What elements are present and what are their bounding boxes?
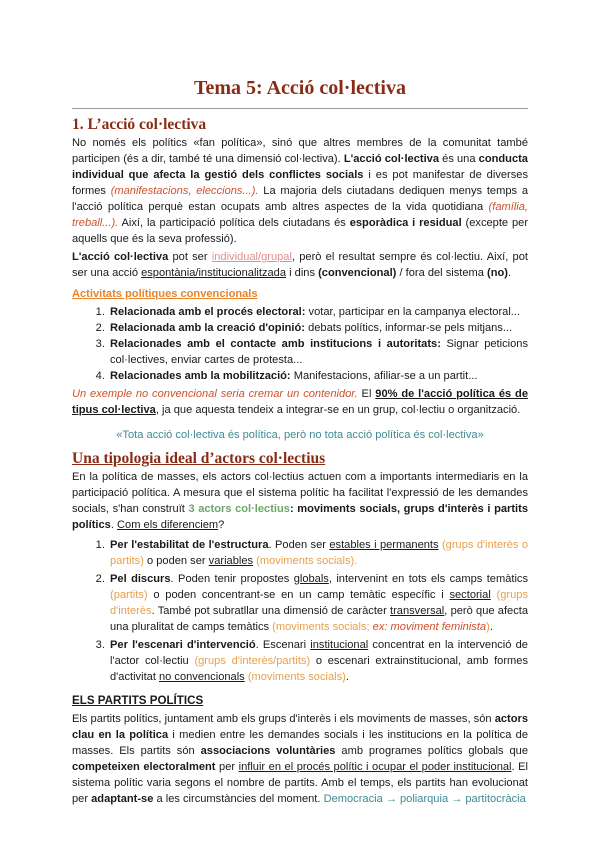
text-run: . Poden tenir propostes	[170, 573, 294, 585]
text-run: actors clau en la política	[72, 713, 528, 741]
text-run: individual/grupal	[211, 251, 292, 263]
text-run: No només els polítics «fan política», sinó que altres membres de la comunitat també participen (és a dir, també té una dimensió col·lectiva).	[72, 137, 528, 165]
text-run: . El sistema polític varia segons el nombre de partits. Amb el temps, els partits han evolucionat per	[72, 761, 529, 805]
text-run: 90% de l'acció política és de tipus col·lectiva	[72, 388, 529, 416]
text-run: Pel discurs	[110, 573, 171, 585]
text-run: influir en el procés polític i ocupar el poder institucional	[238, 761, 512, 773]
text-run: (grups d'interès	[110, 589, 528, 617]
text-run: (grups d'interès o partits)	[110, 539, 528, 567]
text-run: o escenari extrainstitucional, amb formes d'activitat	[110, 655, 528, 683]
text-run: L'acció col·lectiva	[343, 153, 440, 165]
text-run: amb programes polítics globals que	[335, 745, 529, 757]
paragraph-exemple	[72, 386, 528, 418]
text-run: i dins	[286, 267, 319, 279]
text-run: . Escenari	[255, 639, 311, 651]
text-run: La majoria dels ciutadans dediquen menys temps a l'acció política perquè estan ocupats amb altres aspectes de la vida quotidiana	[72, 185, 528, 213]
paragraph-tipologia-intro	[72, 469, 528, 533]
title-divider	[72, 108, 528, 109]
text-run: (partits)	[110, 589, 148, 601]
text-run: .	[110, 519, 118, 531]
text-run: En la política de masses, els actors col·lectius actuen com a importants intermediaris en la participació política. A mesura que el sistema polític ha facilitat l'expressió de les demandes socials, s'han construït	[72, 471, 528, 515]
list-item	[108, 304, 528, 320]
text-run: , però el resultat sempre és col·lectiu. Així, pot ser una acció	[72, 251, 528, 279]
text-run: , ja que aquesta tendeix a integrar-se en un grup, col·lectiu o organització.	[155, 404, 521, 416]
text-run: Per l'escenari d'intervenció	[110, 639, 256, 651]
paragraph-accio-intro	[72, 135, 528, 247]
text-run: pot ser	[168, 251, 212, 263]
text-run: , però que afecta una pluralitat de camps temàtics	[110, 605, 528, 633]
text-run: (família, treball...).	[72, 201, 528, 229]
document-title: Tema 5: Acció col·lectiva	[194, 77, 406, 99]
quote: «Tota acció col·lectiva és política, però no tota acció política és col·lectiva»	[116, 429, 484, 441]
text-run: 3 actors col·lectius	[188, 503, 290, 515]
subheading-activitats-convencionals: Activitats polítiques convencionals	[72, 288, 258, 300]
text-run: (no)	[487, 267, 508, 279]
text-run: i medien entre les demandes socials i les institucions en la política de masses. Els partits són	[72, 729, 528, 757]
text-run: . Poden ser	[268, 539, 330, 551]
text-run: a les circumstàncies del moment.	[153, 793, 324, 805]
text-run: .	[345, 671, 349, 683]
text-run: .	[489, 621, 493, 633]
text-run: no convencionals	[158, 671, 245, 683]
text-run: o poden concentrant-se en un camp temàtic específic i	[147, 589, 450, 601]
text-run: competeixen electoralment	[72, 761, 216, 773]
text-run: : moviments socials, grups d'interès i partits polítics	[72, 503, 528, 531]
text-run: associacions voluntàries	[200, 745, 336, 757]
text-run: variables	[208, 555, 254, 567]
text-run: Relacionada amb el procés electoral:	[110, 306, 306, 318]
text-run: (excepte per aquells que és la seva professió).	[72, 217, 529, 245]
section-heading-partits: ELS PARTITS POLÍTICS	[72, 694, 204, 707]
list-item	[108, 537, 528, 569]
text-run: conducta individual que afecta la gestió dels conflictes socials	[72, 153, 528, 181]
activities-list	[72, 304, 528, 384]
text-run: .	[507, 267, 512, 279]
text-run: espontània/institucionalitzada	[141, 267, 287, 279]
text-run: estables i permanents	[329, 539, 439, 551]
text-run: Relacionades amb la mobilització:	[110, 370, 291, 382]
text-run: (manifestacions, eleccions...).	[110, 185, 259, 197]
text-run: . També pot subratllar una dimensió de caràcter	[151, 605, 391, 617]
text-run: concentrat en la intervenció de l'actor col·lectiu	[110, 639, 528, 667]
differences-list	[72, 537, 528, 685]
text-run: ?	[218, 519, 225, 531]
text-run: )	[486, 621, 490, 633]
text-run: L'acció col·lectiva	[72, 251, 169, 263]
text-run: Un exemple no convencional seria cremar un contenidor.	[72, 388, 358, 400]
text-run: Com els diferenciem	[117, 519, 219, 531]
text-run: Democracia → poliarquia → partitocràcia	[323, 793, 526, 805]
list-item	[108, 320, 528, 336]
text-run: esporàdica i residual	[349, 217, 462, 229]
text-run: globals	[293, 573, 329, 585]
text-run: institucional	[310, 639, 369, 651]
text-run: adaptant-se	[91, 793, 154, 805]
text-run: sectorial	[449, 589, 491, 601]
text-run: (grups d'interès/partits)	[194, 655, 311, 667]
text-run: o poden ser	[143, 555, 209, 567]
text-run: és una	[439, 153, 479, 165]
text-run: Els partits polítics, juntament amb els grups d'interès i els moviments de masses, són	[72, 713, 495, 725]
text-run: Així, la participació política dels ciutadans és	[118, 217, 350, 229]
text-run: Per l'estabilitat de l'estructura	[110, 539, 269, 551]
text-run: i es pot manifestar de diverses formes	[72, 169, 528, 197]
list-item	[108, 336, 528, 368]
text-run: (convencional)	[318, 267, 397, 279]
text-run: (moviments socials;	[272, 621, 373, 633]
text-run: .	[354, 555, 358, 567]
text-run: El	[357, 388, 376, 400]
section-heading-accio-collectiva: 1. L’acció col·lectiva	[72, 116, 207, 133]
list-item	[108, 637, 528, 685]
paragraph-accio-types	[72, 249, 528, 281]
text-run: per	[215, 761, 239, 773]
text-run: (moviments socials)	[256, 555, 355, 567]
text-run: (moviments socials)	[247, 671, 346, 683]
text-run: debats polítics, informar-se pels mitjans...	[304, 322, 513, 334]
text-run: Manifestacions, afiliar-se a un partit...	[290, 370, 478, 382]
text-run: / fora del sistema	[396, 267, 488, 279]
text-run: Signar peticions col·lectives, enviar cartes de protesta...	[110, 338, 528, 366]
list-item	[108, 571, 528, 635]
text-run: , intervenint en tots els camps temàtics	[328, 573, 529, 585]
text-run: Relacionada amb la creació d'opinió:	[110, 322, 305, 334]
paragraph-partits	[72, 711, 528, 807]
text-run: ex: moviment feminista	[372, 621, 487, 633]
text-run: votar, participar en la campanya electoral...	[305, 306, 521, 318]
text-run: Relacionades amb el contacte amb institucions i autoritats:	[110, 338, 441, 350]
section-heading-tipologia: Una tipologia ideal d’actors col·lectius	[72, 450, 326, 467]
list-item	[108, 368, 528, 384]
text-run: transversal	[390, 605, 445, 617]
